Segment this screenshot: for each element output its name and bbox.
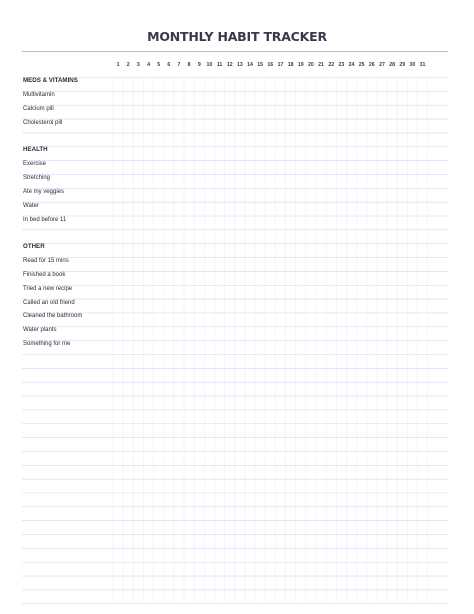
- day-label-16: 16: [267, 62, 274, 68]
- section-header: MEDS & VITAMINS: [23, 77, 78, 84]
- day-label-2: 2: [126, 62, 130, 68]
- day-label-11: 11: [216, 62, 223, 68]
- day-label-1: 1: [116, 62, 120, 68]
- day-label-12: 12: [226, 62, 233, 68]
- habit-label: Calcium pill: [23, 105, 54, 112]
- day-label-10: 10: [206, 62, 213, 68]
- day-label-15: 15: [257, 62, 264, 68]
- habit-label: Water: [23, 202, 39, 209]
- day-label-28: 28: [389, 62, 395, 68]
- habit-label: Tried a new recipe: [23, 285, 73, 292]
- day-label-13: 13: [236, 62, 243, 68]
- habit-label: Called an old friend: [23, 299, 75, 306]
- habit-label: Finished a book: [23, 271, 66, 278]
- day-label-17: 17: [277, 62, 284, 68]
- section-header: OTHER: [23, 243, 45, 251]
- day-label-27: 27: [379, 62, 385, 68]
- day-label-21: 21: [318, 62, 324, 68]
- day-label-6: 6: [167, 62, 171, 68]
- day-label-30: 30: [409, 62, 416, 68]
- habit-label: Exercise: [23, 161, 47, 168]
- section-header: HEALTH: [23, 146, 48, 154]
- day-label-20: 20: [308, 62, 314, 68]
- day-label-9: 9: [197, 62, 201, 68]
- habit-label: Ate my veggies: [23, 188, 65, 195]
- day-label-22: 22: [328, 62, 335, 68]
- habit-label: Water plants: [23, 327, 57, 334]
- day-label-19: 19: [297, 62, 304, 68]
- day-label-29: 29: [399, 62, 406, 68]
- habit-label: Stretching: [23, 174, 51, 181]
- day-label-8: 8: [187, 62, 191, 68]
- day-label-25: 25: [358, 62, 365, 68]
- habit-label: Cleaned the bathroom: [23, 313, 83, 320]
- habit-label: Multivitamin: [23, 91, 55, 98]
- day-label-7: 7: [177, 62, 181, 68]
- day-label-4: 4: [147, 62, 150, 68]
- habit-label: Something for me: [23, 341, 71, 348]
- day-label-18: 18: [287, 62, 294, 68]
- day-label-23: 23: [338, 62, 345, 68]
- day-label-5: 5: [157, 62, 161, 68]
- habit-label: Read for 15 mins: [23, 258, 69, 265]
- day-label-14: 14: [247, 62, 253, 68]
- day-label-3: 3: [136, 62, 140, 68]
- day-label-26: 26: [368, 62, 375, 68]
- day-label-24: 24: [348, 62, 355, 68]
- habit-label: In bed before 11: [23, 216, 67, 223]
- page-title: MONTHLY HABIT TRACKER: [147, 29, 327, 44]
- day-label-31: 31: [419, 62, 426, 68]
- habit-label: Cholesterol pill: [23, 119, 63, 126]
